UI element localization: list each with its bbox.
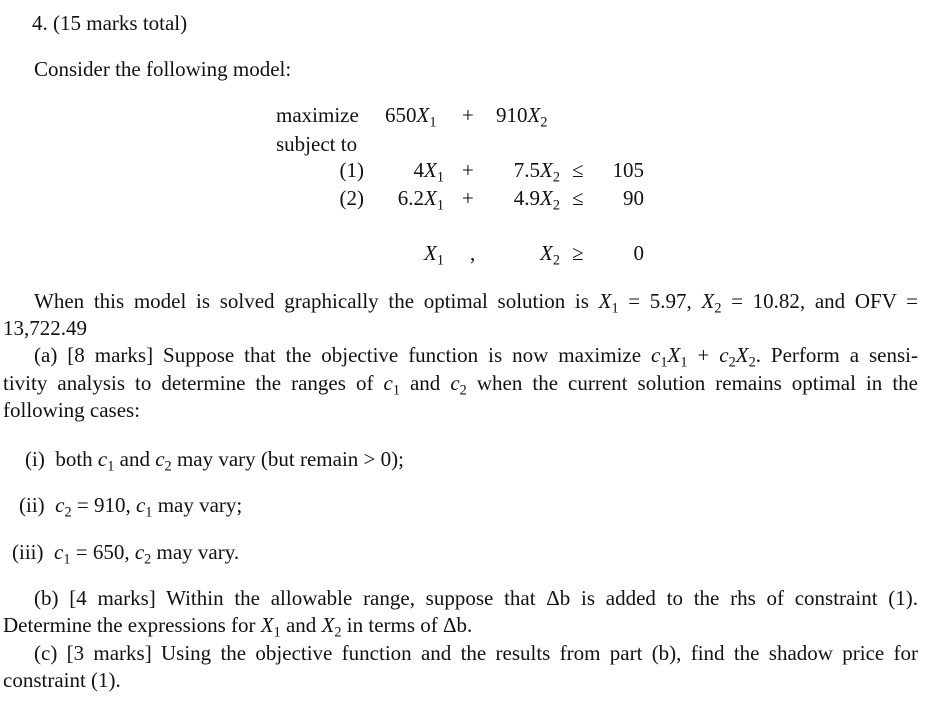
case-ii: (ii) $c_2 = 910$, $c_1$ may vary; — [19, 493, 243, 521]
part-b-line-2: Determine the expressions for $X_1$ and $X_2$ in terms of Δb. — [3, 613, 473, 641]
objective-keyword: maximize — [276, 103, 359, 127]
objective-term-2: $910X_2$ — [496, 103, 548, 131]
nonneg-relation: ≥ — [572, 241, 584, 265]
part-a-line-3: following cases: — [3, 398, 141, 422]
objective-term-1: $650X_1$ — [385, 103, 437, 131]
case-iii: (iii) $c_1 = 650$, $c_2$ may vary. — [12, 540, 240, 568]
part-b-line-1: (b) [4 marks] Within the allowable range, suppose that Δb is added to the rhs of constraint (1). — [34, 586, 918, 610]
constraint-1-term-1: $4X_1$ — [413, 158, 444, 186]
constraint-2-rhs: 90 — [623, 186, 644, 210]
part-c-line-2: constraint (1). — [3, 668, 121, 692]
solution-line-1: When this model is solved graphically the optimal solution is $X_1 = 5.97$, $X_2 = 10.82$, and OFV = — [34, 289, 919, 317]
constraint-1-term-2: $7.5X_2$ — [513, 158, 560, 186]
constraint-2-label: (2) — [339, 186, 364, 210]
constraint-1-rhs: 105 — [612, 158, 644, 182]
question-number: 4. (15 marks total) — [32, 11, 188, 35]
constraint-2-relation: ≤ — [572, 186, 584, 210]
solution-ofv: 13,722.49 — [3, 316, 87, 340]
part-a-line-2: tivity analysis to determine the ranges of $c_1$ and $c_2$ when the current solution remains optimal in the — [3, 371, 918, 399]
constraint-1-operator: + — [462, 158, 474, 182]
part-a-line-1: (a) [8 marks] Suppose that the objective function is now maximize $c_1X_1 + c_2X_2$. Perform a sensi- — [34, 343, 918, 371]
nonneg-var-1: $X_1$ — [424, 241, 444, 269]
nonneg-rhs: 0 — [633, 241, 644, 265]
part-c-line-1: (c) [3 marks] Using the objective function and the results from part (b), find the shadow price for — [34, 641, 918, 665]
question-intro: Consider the following model: — [34, 57, 292, 81]
constraint-2-term-2: $4.9X_2$ — [513, 186, 560, 214]
case-i: (i) both $c_1$ and $c_2$ may vary (but remain > 0); — [25, 447, 404, 475]
constraint-2-term-1: $6.2X_1$ — [397, 186, 444, 214]
objective-operator: + — [462, 103, 474, 127]
nonneg-separator: , — [470, 241, 476, 265]
constraint-2-operator: + — [462, 186, 474, 210]
constraint-1-label: (1) — [339, 158, 364, 182]
nonneg-var-2: $X_2$ — [540, 241, 560, 269]
subject-to-label: subject to — [276, 132, 358, 156]
constraint-1-relation: ≤ — [572, 158, 584, 182]
